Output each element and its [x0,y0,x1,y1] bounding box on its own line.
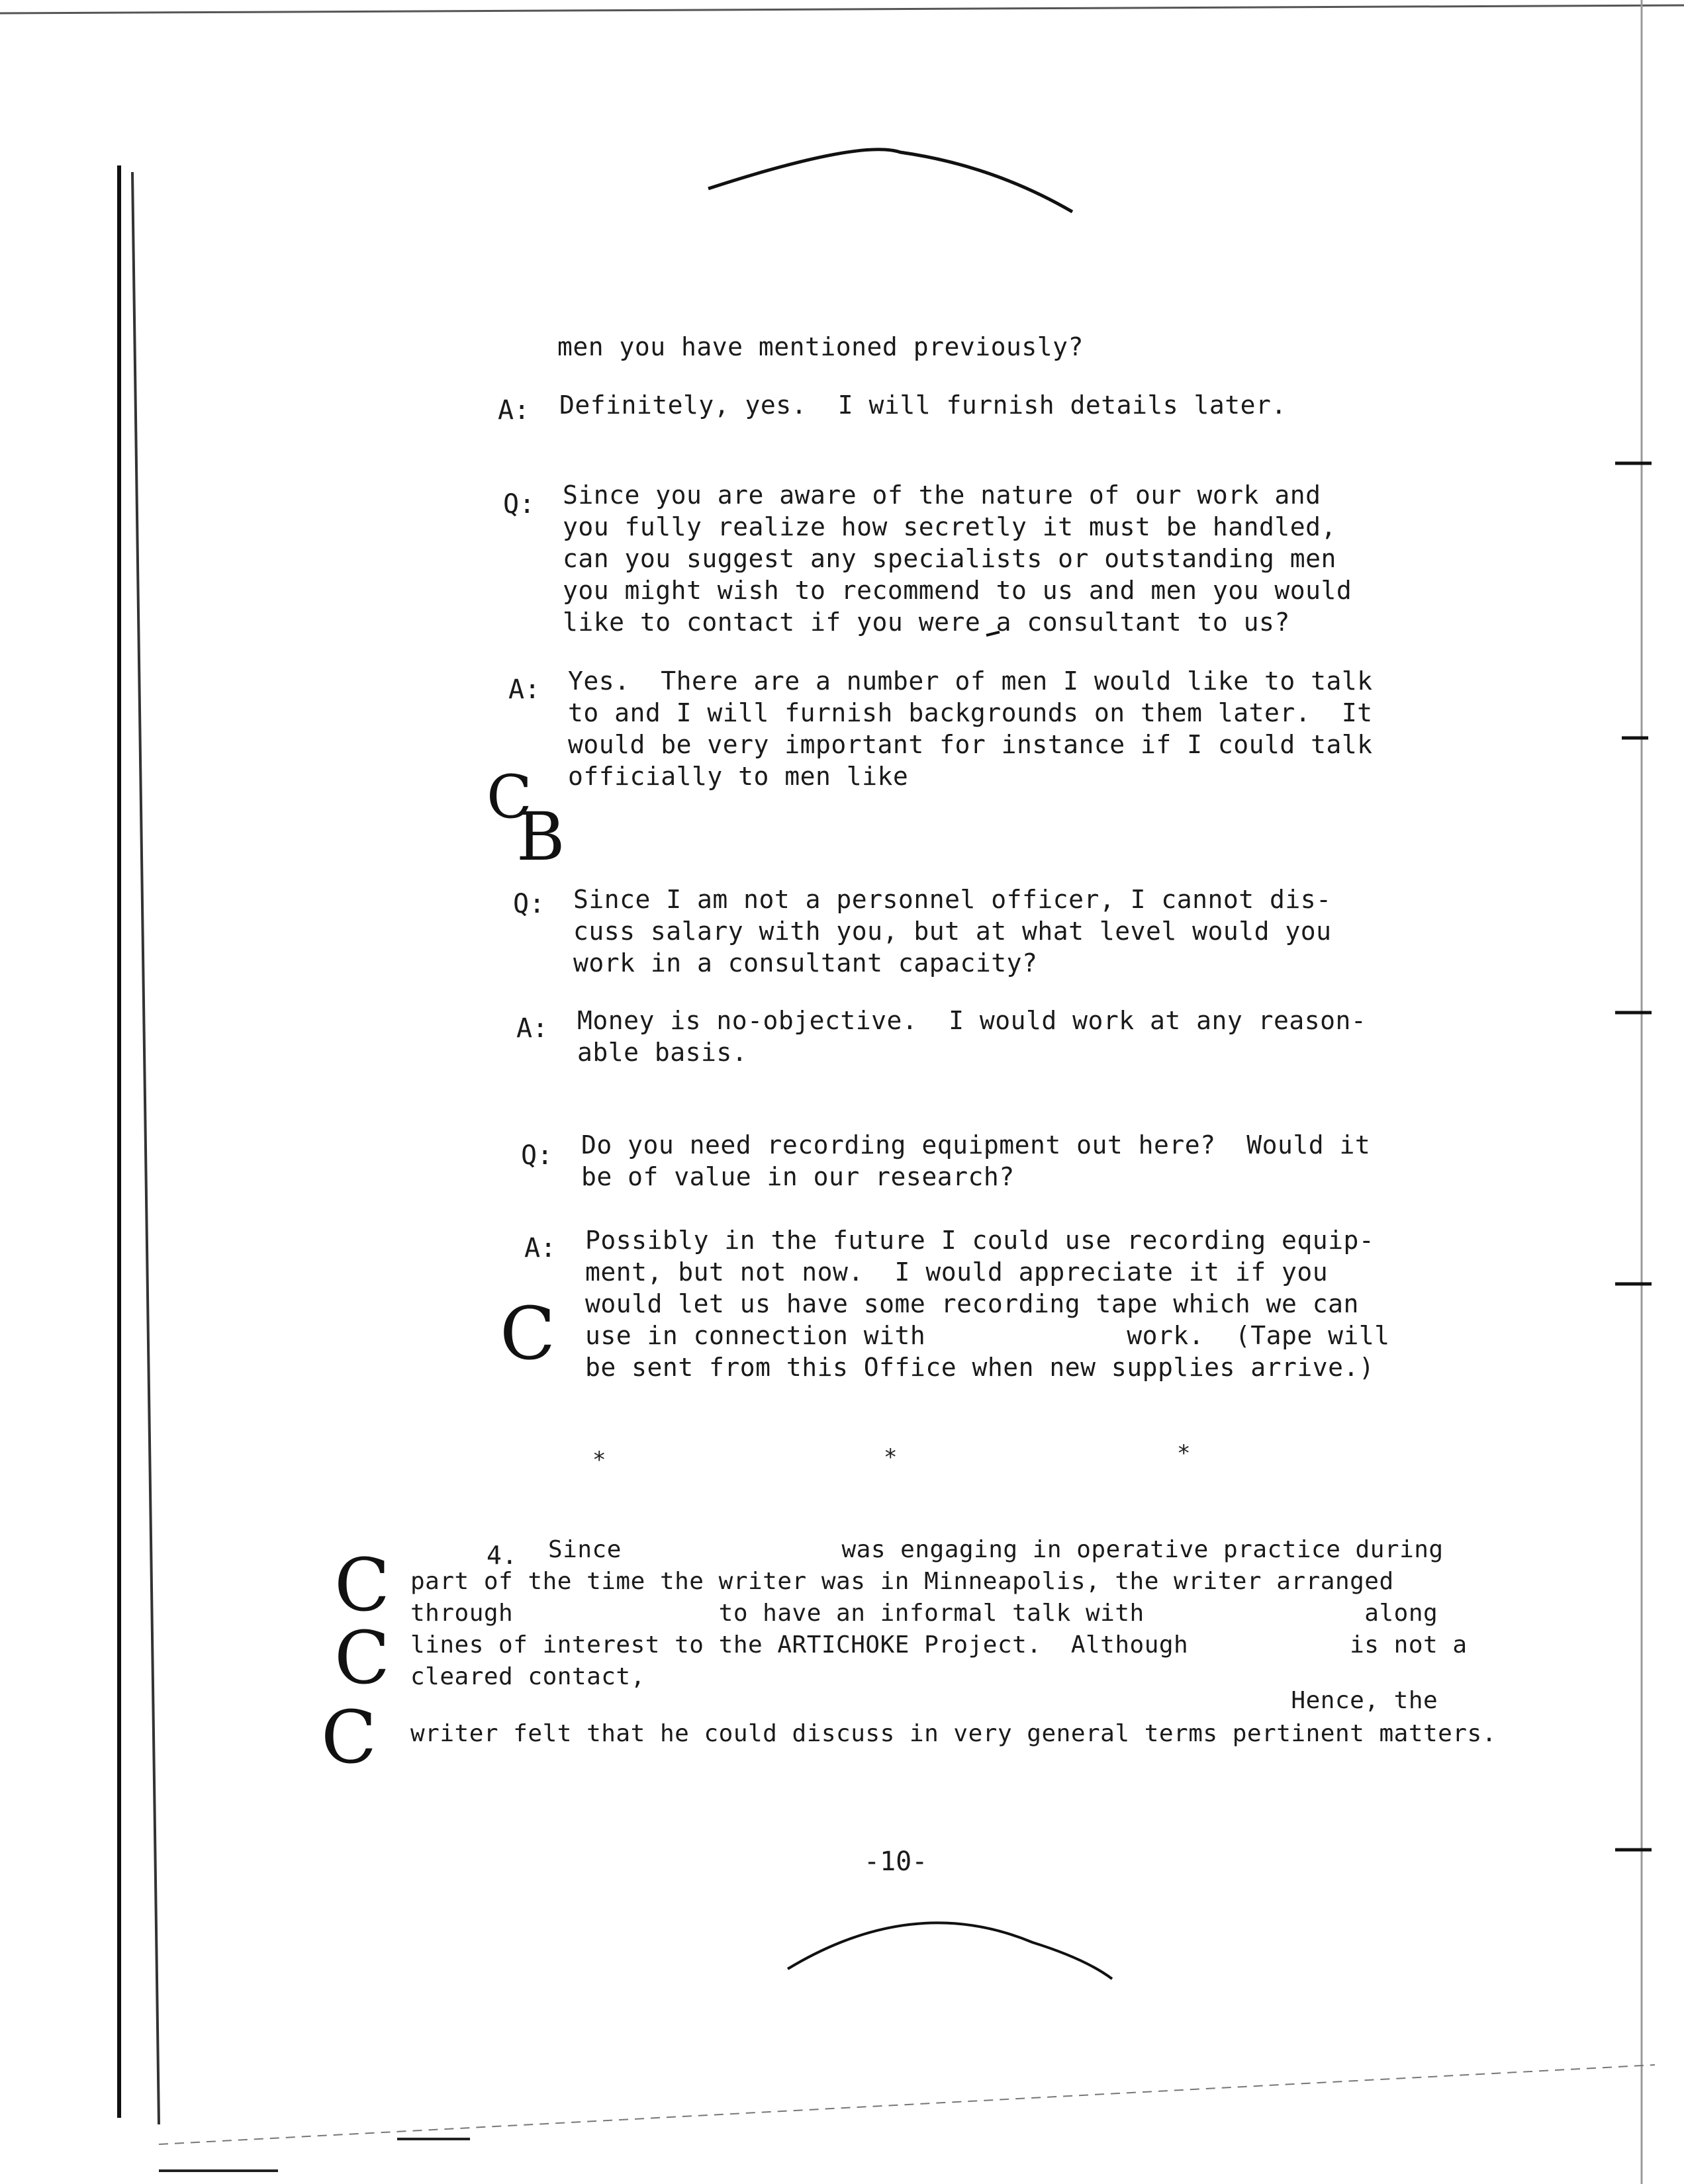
answer-line: ment, but not now. I would appreciate it if you [585,1257,1329,1287]
paragraph-line: through to have an informal talk with along [410,1600,1438,1627]
separator-asterisk: * [592,1447,606,1473]
question-line: Do you need recording equipment out here? Would it [581,1130,1371,1160]
paragraph-line: writer felt that he could discuss in very general terms pertinent matters. [410,1720,1497,1747]
answer-line: be sent from this Office when new supplies arrive.) [585,1353,1375,1382]
paragraph-line: lines of interest to the ARTICHOKE Project. Although is not a [410,1631,1468,1659]
separator-asterisk: * [1177,1440,1191,1467]
answer-marker: A: [524,1233,557,1263]
answer-line: Yes. There are a number of men I would like to talk [568,666,1373,696]
answer-line: to and I will furnish backgrounds on them later. It [568,698,1373,727]
question-line: can you suggest any specialists or outstanding men [563,544,1336,573]
question-line: Since I am not a personnel officer, I cannot dis- [573,885,1332,914]
paragraph-line: Hence, the [410,1687,1438,1714]
paragraph-line: Since was engaging in operative practice during [548,1536,1444,1563]
paragraph-number: 4. [487,1541,518,1570]
question-marker: Q: [521,1140,553,1171]
answer-line: would be very important for instance if I could talk [568,730,1373,759]
handwritten-mark: C [321,1695,377,1780]
question-line: Since you are aware of the nature of our work and [563,480,1321,510]
paragraph-line: part of the time the writer was in Minneapolis, the writer arranged [410,1568,1394,1595]
handwritten-mark: B [516,798,565,876]
paragraph-line: cleared contact, [410,1663,645,1690]
question-marker: Q: [503,489,536,520]
answer-line: officially to men like [568,762,909,791]
question-line: you might wish to recommend to us and men you would [563,576,1352,605]
answer-line: use in connection with work. (Tape will [585,1321,1390,1350]
question-line: cuss salary with you, but at what level would you [573,917,1332,946]
answer-line: Definitely, yes. I will furnish details later. [559,390,1287,420]
handwritten-mark: C [334,1543,391,1627]
answer-line: able basis. [577,1038,748,1067]
qa-continuation-line: men you have mentioned previously? [557,332,1084,361]
answer-marker: A: [508,674,541,705]
separator-asterisk: * [884,1444,898,1471]
question-line: like to contact if you were a consultant to us? [563,608,1290,637]
page-number: -10- [864,1846,928,1877]
answer-line: Money is no-objective. I would work at any reason- [577,1006,1367,1035]
question-line: work in a consultant capacity? [573,948,1038,978]
handwritten-mark: C [500,1291,556,1376]
answer-line: would let us have some recording tape which we can [585,1289,1359,1318]
question-line: be of value in our research? [581,1162,1015,1191]
handwritten-mark: C [334,1615,391,1700]
question-line: you fully realize how secretly it must be handled, [563,512,1336,541]
answer-marker: A: [516,1013,549,1044]
answer-line: Possibly in the future I could use recording equip- [585,1226,1375,1255]
question-marker: Q: [513,889,545,919]
answer-marker: A: [498,395,530,426]
handwritten-mark: C [487,762,532,832]
